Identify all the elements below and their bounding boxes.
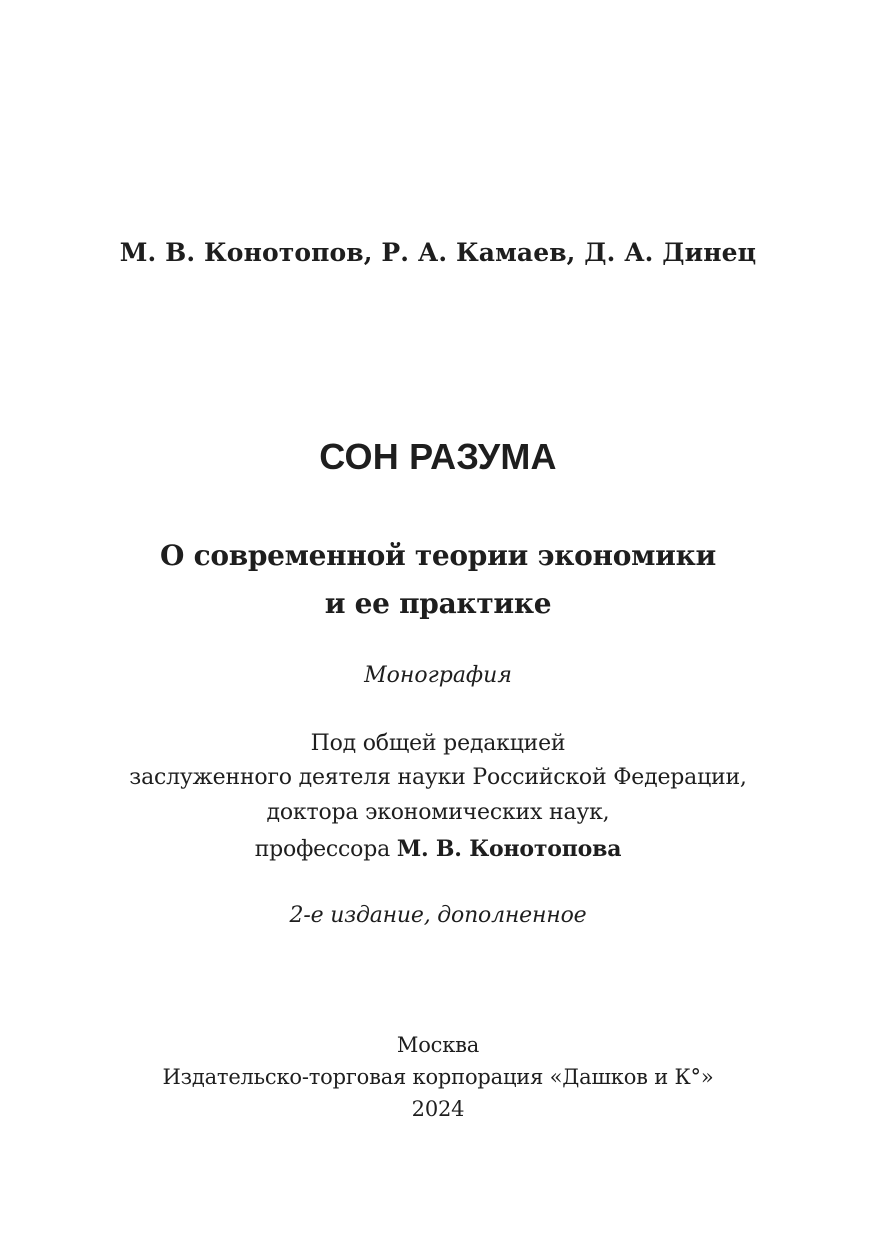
subtitle-line-2: и ее практике xyxy=(324,587,552,620)
subtitle-line-1: О современной теории экономики xyxy=(160,539,716,572)
editorial-line-4 xyxy=(0,836,876,862)
editor-name: М. В. Конотопова xyxy=(396,836,622,862)
editor-title: профессора xyxy=(254,837,391,862)
imprint-year: 2024 xyxy=(411,1097,465,1121)
authors-line: М. В. Конотопов, Р. А. Камаев, Д. А. Динец xyxy=(119,238,757,267)
edition-label: 2-е издание, дополненное xyxy=(289,903,587,928)
imprint-city: Москва xyxy=(396,1033,480,1057)
editorial-line-2: заслуженного деятеля науки Российской Федерации, xyxy=(129,765,747,790)
genre-label: Монография xyxy=(364,663,512,688)
imprint-publisher: Издательско-торговая корпорация «Дашков и К°» xyxy=(162,1065,714,1089)
editorial-line-1: Под общей редакцией xyxy=(310,731,566,756)
editorial-line-3: доктора экономических наук, xyxy=(266,800,610,825)
book-title: СОН РАЗУМА xyxy=(319,436,557,477)
